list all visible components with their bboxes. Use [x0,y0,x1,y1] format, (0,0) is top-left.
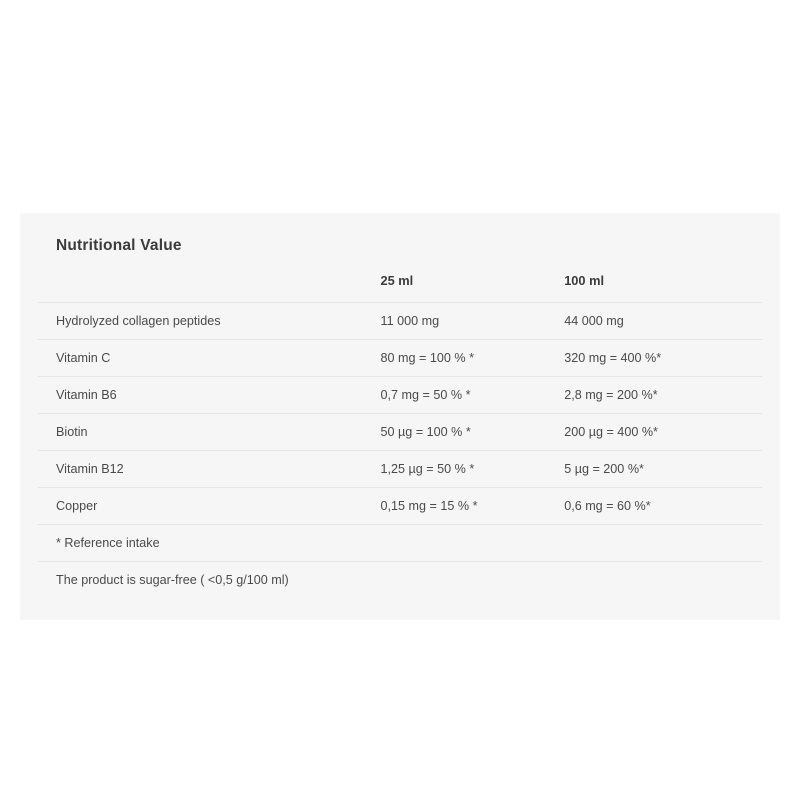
cell-value-25ml: 0,15 mg = 15 % * [380,499,478,513]
cell-nutrient-name: Copper [56,499,98,513]
cell-value-100ml: 200 µg = 400 %* [564,425,658,439]
table-header [38,273,762,303]
column-header-nutrient [38,273,381,303]
cell-value-25ml: 0,7 mg = 50 % * [380,388,471,402]
table-row [38,414,762,451]
footnote-reference-intake: * Reference intake [56,536,160,550]
panel-inner [20,213,780,620]
nutritional-value-panel [20,213,780,620]
cell-value-25ml: 50 µg = 100 % * [380,425,471,439]
footnote-sugar-free: The product is sugar-free ( <0,5 g/100 ml) [56,573,289,587]
cell-nutrient-name: Hydrolyzed collagen peptides [56,314,221,328]
cell-value-25ml: 11 000 mg [380,314,440,328]
table-row [38,488,762,525]
cell-value-100ml: 0,6 mg = 60 %* [564,499,651,513]
page-title: Nutritional Value [56,237,182,254]
cell-nutrient-name: Vitamin B12 [56,462,124,476]
cell-value-100ml: 2,8 mg = 200 %* [564,388,658,402]
nutrition-table [38,273,762,598]
cell-value-25ml: 80 mg = 100 % * [380,351,474,365]
table-row-footnote [38,525,762,562]
table-row [38,451,762,488]
cell-nutrient-name: Biotin [56,425,88,439]
column-header-100ml: 100 ml [564,273,762,303]
cell-nutrient-name: Vitamin C [56,351,111,365]
cell-value-100ml: 5 µg = 200 %* [564,462,644,476]
cell-nutrient-name: Vitamin B6 [56,388,117,402]
table-body [38,303,762,599]
table-row [38,377,762,414]
cell-value-100ml: 44 000 mg [564,314,624,328]
table-row-footnote [38,562,762,599]
table-header-row [38,273,762,303]
column-header-25ml: 25 ml [381,273,565,303]
table-row [38,340,762,377]
table-row [38,303,762,340]
cell-value-100ml: 320 mg = 400 %* [564,351,662,365]
cell-value-25ml: 1,25 µg = 50 % * [380,462,475,476]
